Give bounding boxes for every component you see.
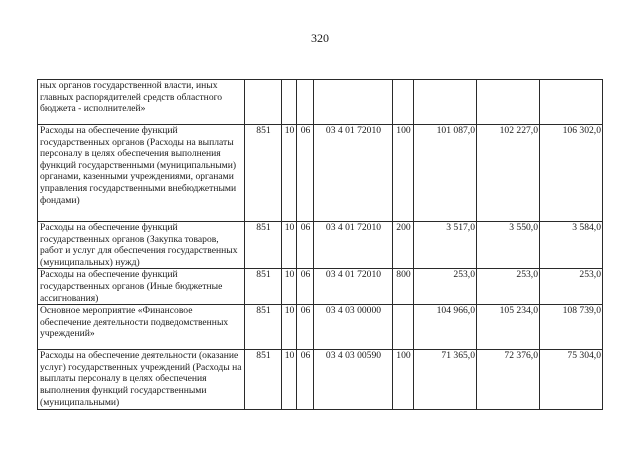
target-article-cell: 03 4 01 72010	[314, 125, 393, 222]
budget-table	[37, 79, 603, 410]
amount-year3-cell: 108 739,0	[540, 305, 603, 350]
amount-year1-cell: 104 966,0	[414, 305, 477, 350]
ministry-code-cell: 851	[245, 350, 282, 410]
ministry-code-cell: 851	[245, 269, 282, 305]
expense-type-cell: 800	[393, 269, 414, 305]
amount-year1-cell: 3 517,0	[414, 222, 477, 269]
table-row	[38, 222, 603, 269]
subsection-code-cell: 06	[297, 350, 314, 410]
target-article-cell: 03 4 01 72010	[314, 269, 393, 305]
ministry-code-cell: 851	[245, 222, 282, 269]
table-row	[38, 269, 603, 305]
ministry-code-cell: 851	[245, 305, 282, 350]
ministry-code-cell: 851	[245, 125, 282, 222]
table-row	[38, 125, 603, 222]
table-row	[38, 305, 603, 350]
ministry-code-cell	[245, 80, 282, 125]
section-code-cell: 10	[282, 125, 297, 222]
subsection-code-cell: 06	[297, 305, 314, 350]
table-row	[38, 80, 603, 125]
amount-year2-cell: 105 234,0	[477, 305, 540, 350]
expense-type-cell: 200	[393, 222, 414, 269]
amount-year3-cell	[540, 80, 603, 125]
amount-year2-cell: 102 227,0	[477, 125, 540, 222]
section-code-cell: 10	[282, 305, 297, 350]
subsection-code-cell: 06	[297, 125, 314, 222]
amount-year2-cell: 253,0	[477, 269, 540, 305]
amount-year2-cell	[477, 80, 540, 125]
target-article-cell: 03 4 03 00000	[314, 305, 393, 350]
amount-year3-cell: 106 302,0	[540, 125, 603, 222]
section-code-cell: 10	[282, 350, 297, 410]
amount-year3-cell: 3 584,0	[540, 222, 603, 269]
expense-type-cell	[393, 80, 414, 125]
amount-year3-cell: 75 304,0	[540, 350, 603, 410]
amount-year2-cell: 3 550,0	[477, 222, 540, 269]
expense-type-cell: 100	[393, 125, 414, 222]
expense-type-cell	[393, 305, 414, 350]
amount-year2-cell: 72 376,0	[477, 350, 540, 410]
amount-year3-cell: 253,0	[540, 269, 603, 305]
description-cell: Расходы на обеспечение функций государственных органов (Иные бюджетные ассигнования)	[38, 269, 245, 305]
amount-year1-cell: 101 087,0	[414, 125, 477, 222]
subsection-code-cell: 06	[297, 222, 314, 269]
table-row	[38, 350, 603, 410]
section-code-cell: 10	[282, 222, 297, 269]
subsection-code-cell	[297, 80, 314, 125]
target-article-cell: 03 4 03 00590	[314, 350, 393, 410]
description-cell: ных органов государственной власти, иных главных распорядителей средств областного бюджета - исполнителей»	[38, 80, 245, 125]
description-cell: Основное мероприятие «Финансовое обеспечение деятельности подведомственных учреждений»	[38, 305, 245, 350]
description-cell: Расходы на обеспечение деятельности (оказание услуг) государственных учреждений (Расходы на выплаты персоналу в целях обеспечения выполнения функций государственными (муниципальными)	[38, 350, 245, 410]
amount-year1-cell: 253,0	[414, 269, 477, 305]
section-code-cell	[282, 80, 297, 125]
page-number: 320	[311, 31, 329, 45]
expense-type-cell: 100	[393, 350, 414, 410]
section-code-cell: 10	[282, 269, 297, 305]
subsection-code-cell: 06	[297, 269, 314, 305]
description-cell: Расходы на обеспечение функций государственных органов (Расходы на выплаты персоналу в целях обеспечения выполнения функций государственными (муниципальными) органами, казенными учреждениями, органами управления государственными внебюджетными фондами)	[38, 125, 245, 222]
target-article-cell	[314, 80, 393, 125]
amount-year1-cell	[414, 80, 477, 125]
amount-year1-cell: 71 365,0	[414, 350, 477, 410]
target-article-cell: 03 4 01 72010	[314, 222, 393, 269]
description-cell: Расходы на обеспечение функций государственных органов (Закупка товаров, работ и услуг для обеспечения государственных (муниципальных) нужд)	[38, 222, 245, 269]
